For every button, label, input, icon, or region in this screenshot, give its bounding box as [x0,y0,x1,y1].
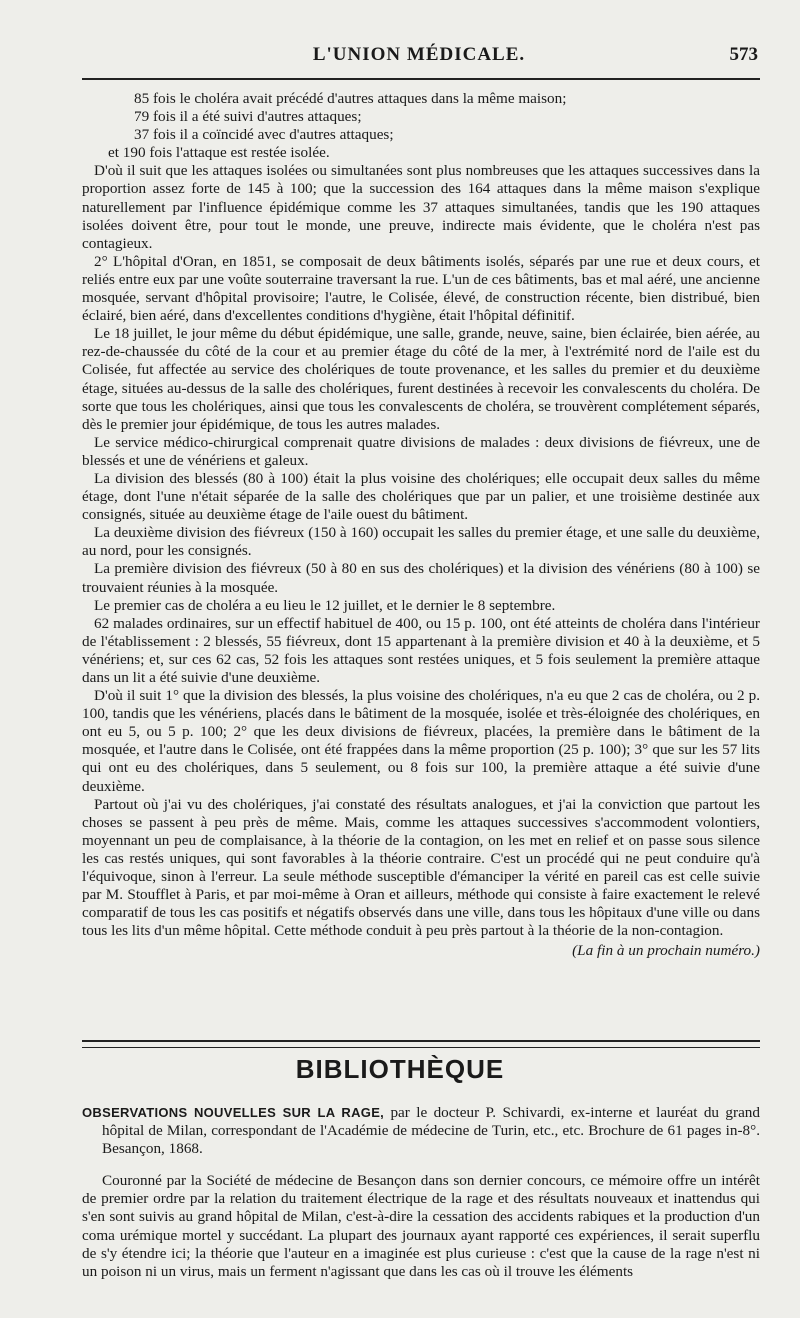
page-number: 573 [729,44,758,65]
paragraph: La première division des fiévreux (50 à 80 en sus des cholériques) et la division des vénériens (80 à 100) se trouvaient réunies à la mosquée. [82,560,760,596]
paragraph: 62 malades ordinaires, sur un effectif habituel de 400, ou 15 p. 100, ont été atteints de choléra dans l'intérieur de l'établissement : 2 blessés, 55 fiévreux, dont 15 appartenant à la première division et 40 à la deuxième, et 5 vénériens; et, sur ces 62 cas, 52 fois les attaques sont restées uniques, et 5 fois seulement la première attaque dans un lit a été suivie d'une deuxième. [82,614,760,686]
stat-line: 79 fois il a été suivi d'autres attaques; [134,108,362,126]
paragraph: 2° L'hôpital d'Oran, en 1851, se composait de deux bâtiments isolés, séparés par une rue et deux cours, et reliés entre eux par une voûte souterraine traversant la rue. L'un de ces bâtiments, bas et mal aéré, une ancienne mosquée, servant d'hôpital provisoire; l'autre, le Colisée, élevé, de construction récente, bien distribué, bien éclairé, bien aéré, dans d'excellentes conditions d'hygiène, était l'hôpital définitif. [82,252,760,325]
paragraph: Le premier cas de choléra a eu lieu le 12 juillet, et le dernier le 8 septembre. [94,596,556,614]
book-details: par le docteur P. Schivardi, ex-interne et lauréat du grand hôpital de Milan, correspondant de l'Académie de médecine de Turin, etc., etc. Brochure de 61 pages in-8°. Besançon, 1868. [102,1104,760,1158]
paragraph: La division des blessés (80 à 100) était la plus voisine des cholériques; elle occupait deux salles du même étage, dont l'une n'était séparée de la salle des cholériques que par un palier, et une troisième destinée aux consignés, située au deuxième étage de l'aile ouest du bâtiment. [82,469,760,524]
continuation-note: (La fin à un prochain numéro.) [572,942,760,960]
paragraph: Le 18 juillet, le jour même du début épidémique, une salle, grande, neuve, saine, bien éclairée, bien aérée, au rez-de-chaussée du côté de la cour et au premier étage du côté de la mer, à l'extrémité nord de l'aile est du Colisée, fut affectée au service des cholériques de toute provenance, et les salles du premier et du deuxième étage, situées au-dessus de la salle des cholériques, furent destinées à recevoir les convalescents du choléra. De sorte que tous les cholériques, ainsi que tous les convalescents de choléra, se trouvèrent complétement séparés, dès le premier jour épidémique, de tous les autres malades. [82,325,760,433]
paragraph: Le service médico-chirurgical comprenait quatre divisions de malades : deux divisions de fiévreux, une de blessés et une de vénériens et galeux. [82,433,760,469]
review-text: Couronné par la Société de médecine de Besançon dans son dernier concours, ce mémoire offre un intérêt de premier ordre par la relation du traitement électrique de la rage et des résultats nouveaux et inattendus qui s'en sont suivis au grand hôpital de Milan, c'est-à-dire la cessation des accidents rabiques et la production d'un coma urémique mortel y succédant. La plupart des journaux ayant rapporté ces expériences, il serait superflu de s'y étendre ici; la théorie que l'auteur en a imaginée est plus curieuse : c'est que la cause de la rage n'est ni un poison ni un virus, mais un ferment n'agissant que dans les cas où il trouve les éléments [82,1172,760,1280]
stat-line: 37 fois il a coïncidé avec d'autres attaques; [134,126,394,144]
header-rule [82,78,760,80]
journal-title: L'UNION MÉDICALE. [312,44,526,65]
article-body [82,90,760,961]
book-reference [82,1104,760,1158]
section-divider [82,1040,760,1048]
page-header [80,44,758,72]
stat-line: 85 fois le choléra avait précédé d'autres attaques dans la même maison; [134,90,567,107]
bibliography-section [82,1104,760,1281]
book-title: OBSERVATIONS NOUVELLES SUR LA RAGE, [82,1105,385,1120]
paragraph: La deuxième division des fiévreux (150 à 160) occupait les salles du premier étage, et une salle du deuxième, au nord, pour les consignés. [82,524,760,560]
paragraph: Partout où j'ai vu des cholériques, j'ai constaté des résultats analogues, et j'ai la conviction que partout les choses se passent à peu près de même. Mais, comme les attaques successives s'accommodent volontiers, moyennant un peu de complaisance, à la théorie de la contagion, on les met en relief et on passe sous silence les cas restés uniques, qui sont favorables à la théorie contraire. C'est un procédé qui ne peut conduire qu'à l'équivoque, sinon à l'erreur. La seule méthode susceptible d'émanciper la vérité en pareil cas est celle suivie par M. Stoufflet à Paris, et par moi-même à Oran et ailleurs, méthode qui consiste à faire exactement le relevé comparatif de tous les cas positifs et négatifs observés dans une ville, dans tous les hôpitaux d'une ville ou dans tous les lits d'un même hôpital. Cette méthode conduit à peu près partout à la théorie de la non-contagion. [82,795,760,940]
paragraph: D'où il suit 1° que la division des blessés, la plus voisine des cholériques, n'a eu que 2 cas de choléra, ou 2 p. 100, tandis que les vénériens, placés dans le bâtiment de la mosquée, isolée et très-éloignée des cholériques, en ont eu 5, ou 5 p. 100; 2° que les deux divisions de fiévreux, placées, la première dans le bâtiment de la mosquée, et l'autre dans le Colisée, ont été frappées dans la même proportion (25 p. 100); 3° que sur les 57 lits qui ont eu des cholériques, dans 5 seulement, ou 8 fois sur 100, la première attaque a été suivie d'une deuxième. [82,687,760,795]
stat-line: et 190 fois l'attaque est restée isolée. [108,144,330,162]
paragraph: D'où il suit que les attaques isolées ou simultanées sont plus nombreuses que les attaques successives dans la proportion assez forte de 145 à 100; que la succession des 164 attaques dans la même maison s'explique naturellement par l'influence épidémique comme les 37 attaques simultanées, tandis que les 190 attaques isolées doivent être, pour tout le monde, une preuve, indirecte mais évidente, que le choléra n'est pas contagieux. [82,162,760,252]
section-title: BIBLIOTHÈQUE [295,1054,505,1084]
